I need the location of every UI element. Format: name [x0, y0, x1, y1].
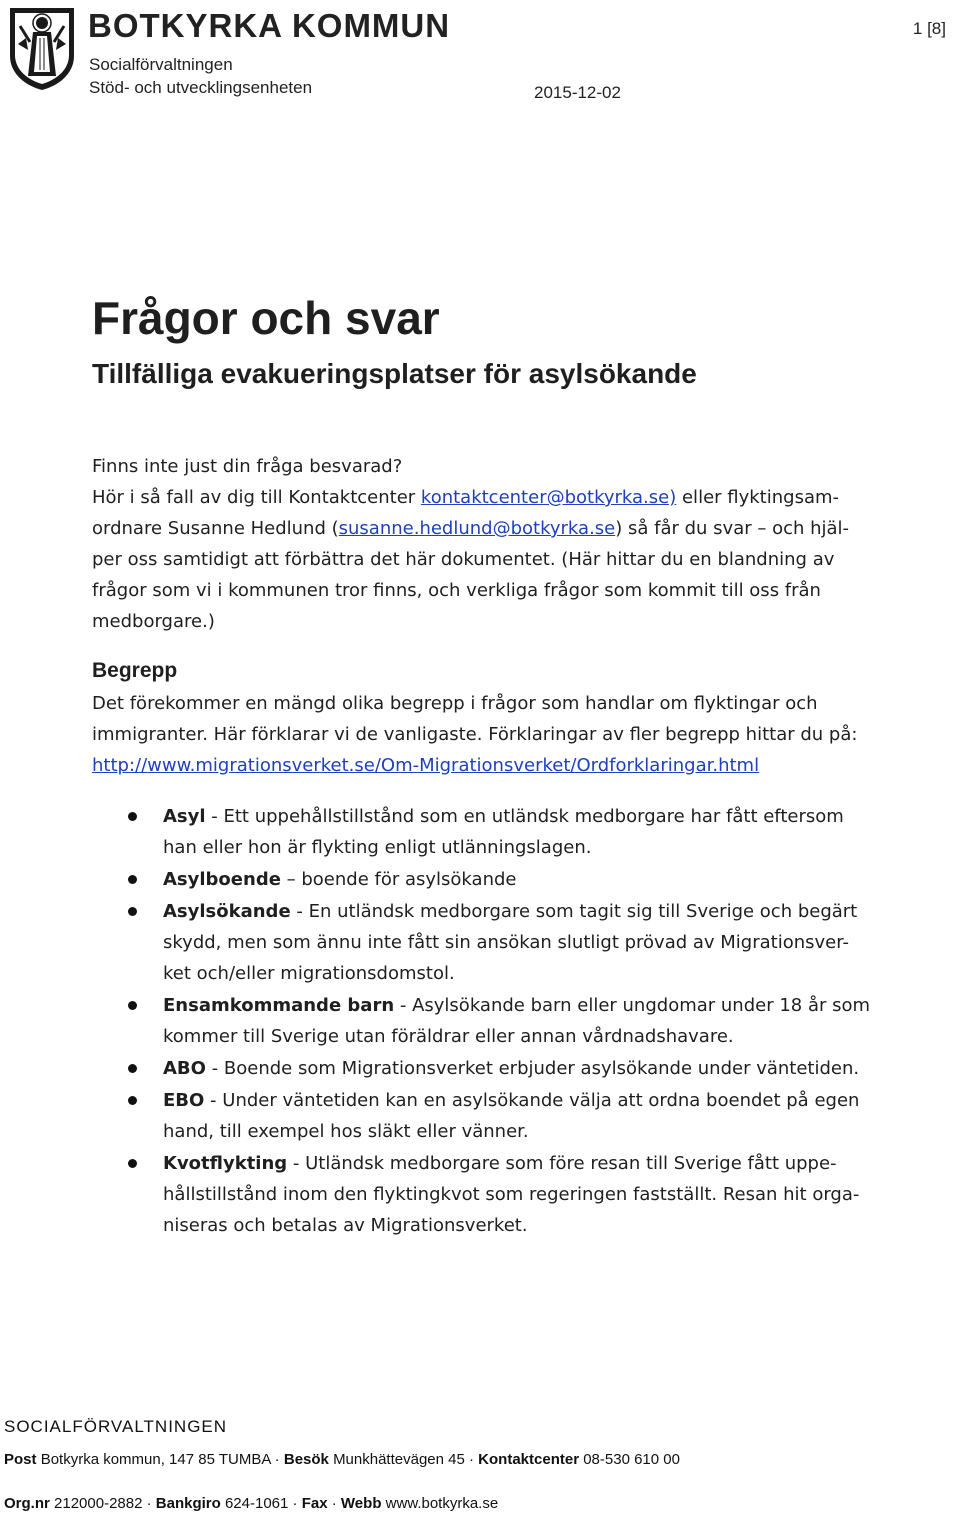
- definition-term: Asylsökande: [163, 901, 291, 922]
- footer-visit-value: Munkhättevägen 45: [333, 1451, 465, 1468]
- definition-term: Asylboende: [163, 869, 281, 890]
- footer-contact-line: [4, 1450, 680, 1469]
- municipal-coat-of-arms-icon: [6, 4, 78, 92]
- migrationsverket-link[interactable]: http://www.migrationsverket.se/Om-Migrationsverket/Ordforklaringar.html: [92, 755, 760, 776]
- definition-term: ABO: [163, 1058, 206, 1079]
- definition-list: [92, 801, 872, 1242]
- document-date: 2015-12-02: [534, 83, 621, 102]
- contact-center-email-link[interactable]: kontaktcenter@botkyrka.se): [420, 487, 677, 508]
- definition-item: [92, 801, 872, 863]
- definition-item: [92, 1085, 872, 1147]
- definition-text: – boende för asylsökande: [280, 869, 517, 890]
- definition-item: [92, 896, 872, 989]
- unit-name: Stöd- och utvecklingsenheten: [89, 78, 313, 97]
- definition-term: Asyl: [163, 806, 206, 827]
- bullet-icon: [128, 907, 137, 916]
- footer-visit-label: Besök: [283, 1451, 329, 1468]
- coordinator-email-link[interactable]: susanne.hedlund@botkyrka.se: [338, 518, 616, 539]
- intro-contact-text: [92, 482, 867, 637]
- definition-term: Kvotflykting: [163, 1153, 288, 1174]
- footer-fax-label: Fax: [301, 1495, 328, 1512]
- footer-bankgiro-label: Bankgiro: [155, 1495, 221, 1512]
- begrepp-paragraph: [92, 688, 867, 781]
- intro-text-after: ) så får du svar – och hjäl-per oss samtidigt att förbättra det här dokumentet. (Här hittar du en blandning av frågor som vi i kommunen tror finns, och verkliga frågor som kommit till oss från medborgare.): [92, 518, 850, 632]
- footer-web-value[interactable]: www.botkyrka.se: [385, 1495, 499, 1512]
- footer-org-line: [4, 1494, 498, 1513]
- definition-item: [92, 864, 872, 895]
- bullet-icon: [128, 1064, 137, 1073]
- definition-item: [92, 990, 872, 1052]
- definition-text: - Asylsökande barn eller ungdomar under 18 år som kommer till Sverige utan föräldrar eller annan vårdnadshavare.: [163, 995, 871, 1047]
- intro-text-before-email: Hör i så fall av dig till Kontaktcenter: [92, 487, 421, 508]
- footer-contact-label: Kontaktcenter: [478, 1451, 580, 1468]
- definition-text: - Boende som Migrationsverket erbjuder asylsökande under väntetiden.: [205, 1058, 860, 1079]
- definition-item: [92, 1148, 872, 1241]
- footer-separator: ·: [288, 1495, 302, 1512]
- bullet-icon: [128, 875, 137, 884]
- page-subtitle: Tillfälliga evakueringsplatser för asylsökande: [92, 358, 697, 389]
- page-title: Frågor och svar: [92, 292, 440, 344]
- department-name: Socialförvaltningen: [89, 55, 233, 74]
- intro-question: Finns inte just din fråga besvarad?: [92, 456, 403, 477]
- footer-department: SOCIALFÖRVALTNINGEN: [4, 1417, 228, 1436]
- footer-contact-value: 08-530 610 00: [583, 1451, 680, 1468]
- intro-text-between: eller flyktingsam-ordnare Susanne Hedlund (: [92, 487, 840, 539]
- definition-text: - Ett uppehållstillstånd som en utländsk medborgare har fått eftersom han eller hon är flykting enligt utlänningslagen.: [163, 806, 844, 858]
- footer-post-label: Post: [4, 1451, 37, 1468]
- bullet-icon: [128, 812, 137, 821]
- footer-separator: ·: [327, 1495, 341, 1512]
- footer-web-label: Webb: [340, 1495, 382, 1512]
- definition-item: [92, 1053, 872, 1084]
- definition-text: - Under väntetiden kan en asylsökande välja att ordna boendet på egen hand, till exempel hos släkt eller vänner.: [163, 1090, 860, 1142]
- footer-post-value: Botkyrka kommun, 147 85 TUMBA: [40, 1451, 271, 1468]
- brand-name: BOTKYRKA KOMMUN: [88, 7, 451, 44]
- footer-separator: ·: [270, 1451, 284, 1468]
- page-number: 1 [8]: [912, 19, 946, 38]
- footer-separator: ·: [464, 1451, 479, 1468]
- begrepp-text: Det förekommer en mängd olika begrepp i frågor som handlar om flyktingar och immigranter. Här förklarar vi de vanligaste. Förklaringar av fler begrepp hittar du på:: [92, 693, 858, 745]
- footer-orgnr-label: Org.nr: [4, 1495, 50, 1512]
- bullet-icon: [128, 1001, 137, 1010]
- footer-orgnr-value: 212000-2882: [54, 1495, 143, 1512]
- footer-separator: ·: [142, 1495, 156, 1512]
- definition-term: Ensamkommande barn: [163, 995, 395, 1016]
- definition-term: EBO: [163, 1090, 205, 1111]
- bullet-icon: [128, 1096, 137, 1105]
- bullet-icon: [128, 1159, 137, 1168]
- intro-paragraph: [92, 451, 867, 637]
- footer-bankgiro-value: 624-1061: [224, 1495, 289, 1512]
- section-heading-begrepp: Begrepp: [92, 659, 178, 682]
- definition-text: - Utländsk medborgare som före resan till Sverige fått uppe-hållstillstånd inom den flyktingkvot som regeringen fastställt. Resan hit orga-niseras och betalas av Migrationsverket.: [163, 1153, 860, 1236]
- definition-text: - En utländsk medborgare som tagit sig till Sverige och begärt skydd, men som ännu inte fått sin ansökan slutligt prövad av Migrationsver-ket och/eller migrationsdomstol.: [163, 901, 858, 984]
